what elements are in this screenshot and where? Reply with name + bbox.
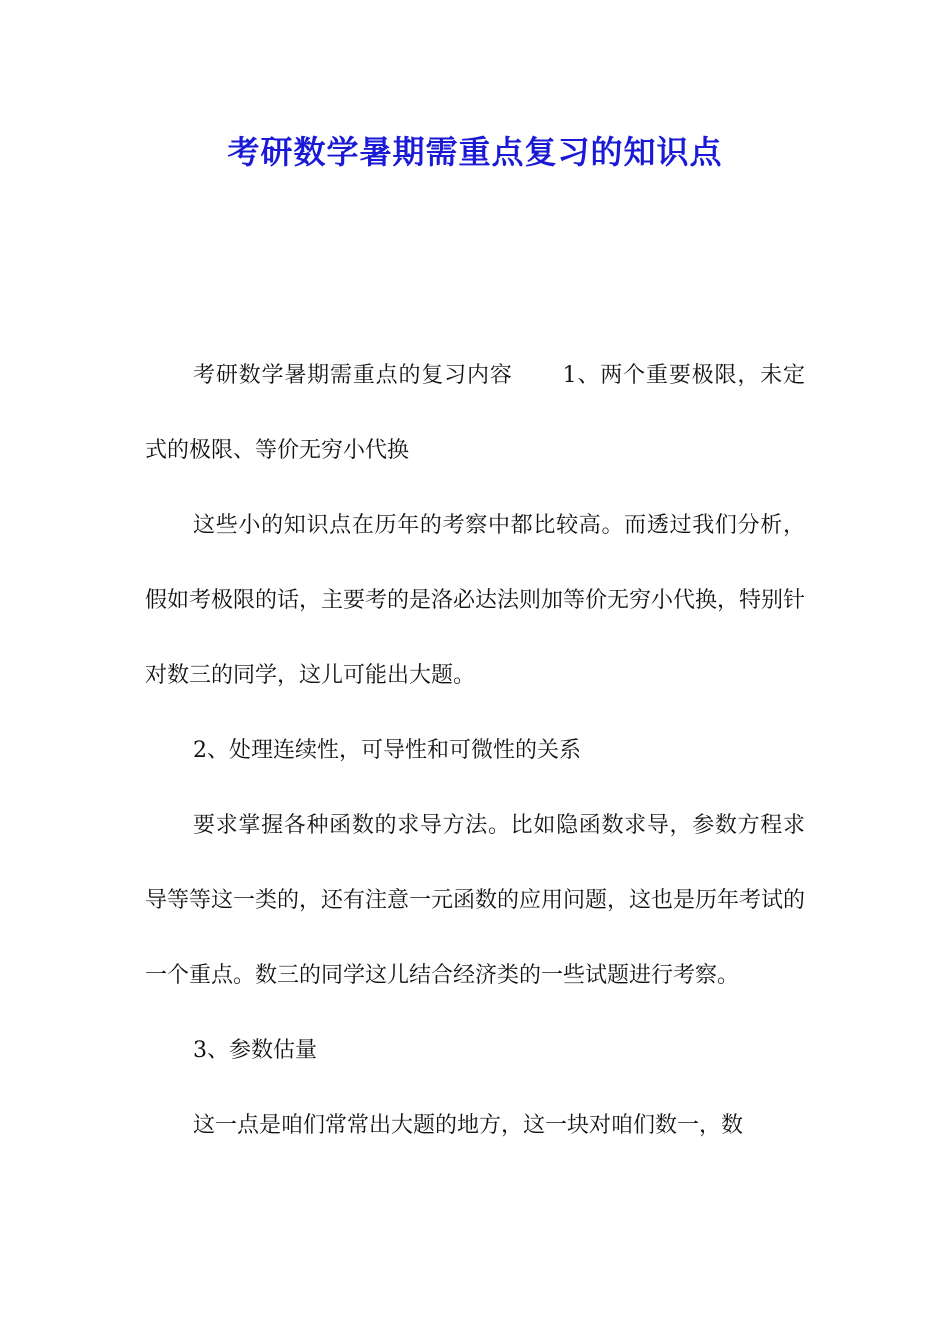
- document-title: 考研数学暑期需重点复习的知识点: [227, 133, 723, 171]
- document-body: [145, 338, 805, 1163]
- paragraph-1-text: 1、两个重要极限，未定式的极限、等价无穷小代换: [145, 363, 805, 463]
- paragraph-5-heading: 3、参数估量: [193, 1038, 317, 1063]
- paragraph-3-heading: 2、处理连续性，可导性和可微性的关系: [193, 738, 581, 763]
- paragraph-intro: [145, 338, 805, 488]
- intro-heading: 考研数学暑期需重点的复习内容: [193, 363, 513, 388]
- paragraph-2: 这些小的知识点在历年的考察中都比较高。而透过我们分析，假如考极限的话，主要考的是洛必达法则加等价无穷小代换，特别针对数三的同学，这儿可能出大题。: [145, 513, 806, 688]
- paragraph-4: 要求掌握各种函数的求导方法。比如隐函数求导，参数方程求导等等这一类的，还有注意一元函数的应用问题，这也是历年考试的一个重点。数三的同学这儿结合经济类的一些试题进行考察。: [145, 813, 806, 988]
- paragraph-6: 这一点是咱们常常出大题的地方，这一块对咱们数一，数: [193, 1113, 744, 1138]
